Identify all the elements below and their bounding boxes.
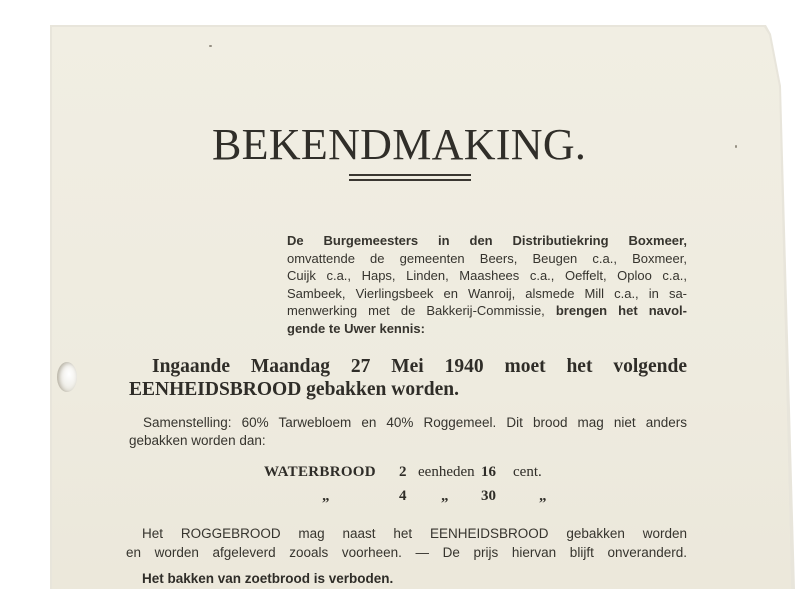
title-underline [349,179,471,181]
bread-name: WATERBROOD [264,464,376,480]
bread-units: 2 [399,464,407,480]
intro-line: De Burgemeesters in den Distributiekring Boxmeer, [287,233,687,248]
intro-line: omvattende de gemeenten Beers, Beugen c.a., Boxmeer, [287,250,687,266]
rye-line: Het ROGGEBROOD mag naast het EENHEIDSBROOD gebakken worden [142,526,687,541]
intro-line [287,302,687,320]
composition-line: gebakken worden dan: [129,433,266,448]
composition-line: Samenstelling: 60% Tarwebloem en 40% Roggemeel. Dit brood mag niet anders [143,415,687,430]
intro-bold-text: brengen het navol- [555,303,687,319]
ditto-mark: „ [539,488,547,504]
title-underline [349,174,471,176]
composition-paragraph [129,414,687,450]
intro-paragraph [287,232,687,338]
bread-price-unit: cent. [513,464,542,480]
headline-line: EENHEIDSBROOD gebakken worden. [129,379,459,400]
intro-line-text: menwerking met de Bakkerij-Commissie, [287,303,545,319]
bread-units: 4 [399,488,407,504]
ink-speck [735,145,737,148]
bread-price: 16 [481,464,496,480]
headline-line: Ingaande Maandag 27 Mei 1940 moet het volgende [152,356,687,377]
document-title: BEKENDMAKING. [212,120,587,169]
intro-line: Cuijk c.a., Haps, Linden, Maashees c.a., Oeffelt, Oploo c.a., [287,268,687,284]
bread-unit-word: eenheden [418,464,475,480]
closing-statement: Het bakken van zoetbrood is verboden. [142,571,394,586]
rye-bread-paragraph [126,524,687,562]
rye-line: en worden afgeleverd zooals voorheen. — De prijs hiervan blijft onveranderd. [126,545,687,560]
intro-last-line: gende te Uwer kennis: [287,320,425,336]
headline [129,355,687,401]
intro-line: Sambeek, Vierlingsbeek en Wanroij, alsmede Mill c.a., in sa- [287,285,687,301]
ditto-mark: „ [322,488,330,504]
ink-speck [209,45,212,47]
bread-price: 30 [481,488,496,504]
ditto-mark: „ [441,488,449,504]
punch-hole [57,362,77,392]
